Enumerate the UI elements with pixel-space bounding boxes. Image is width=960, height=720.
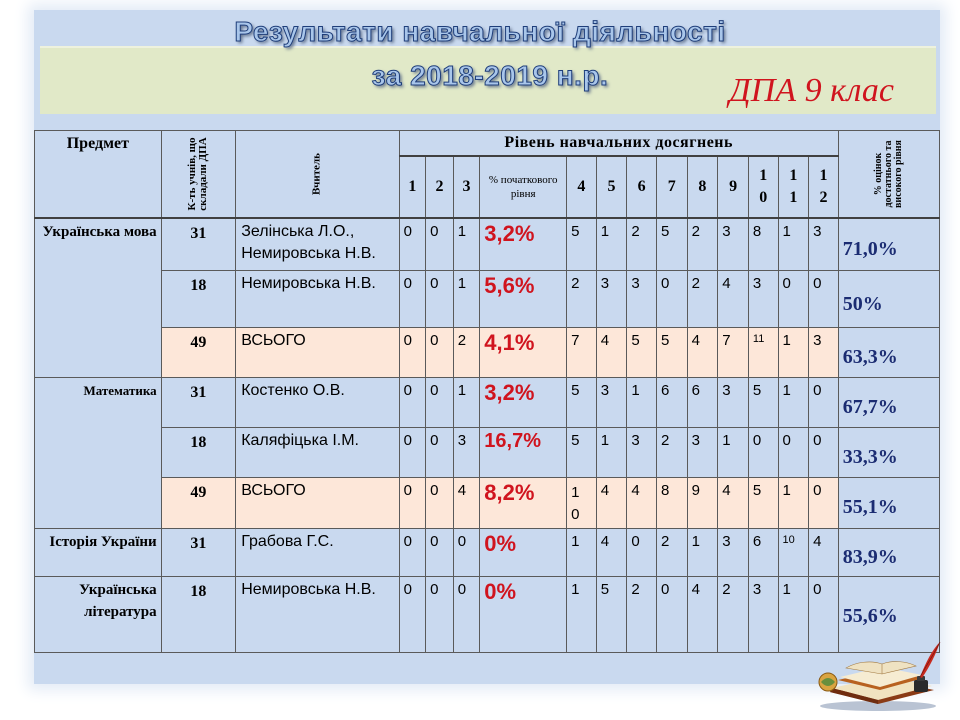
initial-level-pct: 3,2%: [480, 377, 567, 427]
page-subtitle: ДПА 9 клас: [729, 72, 894, 109]
sufficient-high-pct: 67,7%: [838, 377, 939, 427]
score-count: 1: [596, 428, 627, 477]
header-score: 11: [778, 156, 809, 218]
score-count: 0: [453, 528, 480, 576]
score-count: 0: [426, 428, 454, 477]
score-count: 3: [809, 328, 839, 377]
score-count: 0: [399, 577, 426, 653]
subject-cell: Історія України: [35, 528, 162, 576]
results-table: [34, 130, 940, 653]
score-count: 0: [809, 477, 839, 528]
score-count: 0: [453, 577, 480, 653]
score-count: 10: [778, 528, 809, 576]
header-levels: Рівень навчальних досягнень: [399, 131, 838, 157]
score-count: 5: [596, 577, 627, 653]
student-count: 31: [161, 218, 236, 270]
score-count: 1: [567, 577, 597, 653]
student-count: 49: [161, 477, 236, 528]
score-count: 5: [748, 377, 778, 427]
teacher-name: Грабова Г.С.: [236, 528, 399, 576]
score-count: 10: [567, 477, 597, 528]
header-score: 10: [748, 156, 778, 218]
score-count: 4: [809, 528, 839, 576]
score-count: 4: [596, 328, 627, 377]
score-count: 3: [596, 270, 627, 327]
score-count: 1: [778, 577, 809, 653]
student-count: 18: [161, 270, 236, 327]
header-score: 12: [809, 156, 839, 218]
initial-level-pct: 3,2%: [480, 218, 567, 270]
score-count: 3: [687, 428, 718, 477]
score-count: 1: [687, 528, 718, 576]
score-count: 6: [687, 377, 718, 427]
student-count: 49: [161, 328, 236, 377]
score-count: 1: [778, 328, 809, 377]
score-count: 1: [627, 377, 657, 427]
score-count: 4: [687, 328, 718, 377]
score-count: 0: [399, 477, 426, 528]
sufficient-high-pct: 33,3%: [838, 428, 939, 477]
score-count: 0: [399, 428, 426, 477]
score-count: 0: [809, 270, 839, 327]
score-count: 4: [596, 477, 627, 528]
teacher-name: ВСЬОГО: [236, 477, 399, 528]
header-score: 9: [718, 156, 749, 218]
score-count: 0: [426, 477, 454, 528]
header-teacher: Вчитель: [236, 131, 399, 219]
student-count: 18: [161, 577, 236, 653]
score-count: 2: [453, 328, 480, 377]
score-count: 0: [399, 328, 426, 377]
score-count: 5: [567, 218, 597, 270]
score-count: 5: [627, 328, 657, 377]
score-count: 5: [567, 428, 597, 477]
score-count: 3: [596, 377, 627, 427]
header-score: 6: [627, 156, 657, 218]
score-count: 0: [426, 528, 454, 576]
score-count: 3: [718, 377, 749, 427]
student-count: 31: [161, 377, 236, 427]
score-count: 1: [718, 428, 749, 477]
teacher-name: Немировська Н.В.: [236, 270, 399, 327]
sufficient-high-pct: 83,9%: [838, 528, 939, 576]
subject-cell: Математика: [35, 377, 162, 528]
teacher-name: Немировська Н.В.: [236, 577, 399, 653]
score-count: 1: [453, 270, 480, 327]
score-count: 0: [426, 377, 454, 427]
sufficient-high-pct: 50%: [838, 270, 939, 327]
score-count: 3: [453, 428, 480, 477]
sufficient-high-pct: 71,0%: [838, 218, 939, 270]
score-count: 0: [778, 270, 809, 327]
teacher-name: Каляфіцька І.М.: [236, 428, 399, 477]
score-count: 2: [627, 577, 657, 653]
subject-cell: Українська мова: [35, 218, 162, 377]
header-subject: Предмет: [35, 131, 162, 219]
header-initial-pct: % початкового рівня: [480, 156, 567, 218]
teacher-name: ВСЬОГО: [236, 328, 399, 377]
score-count: 4: [453, 477, 480, 528]
page-title-year: за 2018-2019 н.р.: [371, 60, 609, 91]
score-count: 2: [627, 218, 657, 270]
score-count: 8: [656, 477, 687, 528]
score-count: 3: [627, 270, 657, 327]
header-score: 4: [567, 156, 597, 218]
initial-level-pct: 0%: [480, 528, 567, 576]
score-count: 2: [718, 577, 749, 653]
score-count: 0: [426, 218, 454, 270]
score-count: 0: [399, 218, 426, 270]
score-count: 4: [687, 577, 718, 653]
teacher-name: Зелінська Л.О., Немировська Н.В.: [236, 218, 399, 270]
score-count: 11: [748, 328, 778, 377]
score-count: 1: [453, 218, 480, 270]
score-count: 1: [778, 218, 809, 270]
score-count: 1: [778, 477, 809, 528]
header-score: 3: [453, 156, 480, 218]
sufficient-high-pct: 55,1%: [838, 477, 939, 528]
score-count: 0: [656, 577, 687, 653]
score-count: 0: [399, 528, 426, 576]
score-count: 0: [627, 528, 657, 576]
score-count: 1: [567, 528, 597, 576]
score-count: 6: [748, 528, 778, 576]
initial-level-pct: 0%: [480, 577, 567, 653]
score-count: 0: [399, 270, 426, 327]
score-count: 0: [778, 428, 809, 477]
header-score: 7: [656, 156, 687, 218]
score-count: 0: [426, 270, 454, 327]
score-count: 0: [809, 428, 839, 477]
score-count: 2: [687, 270, 718, 327]
initial-level-pct: 4,1%: [480, 328, 567, 377]
header-score: 8: [687, 156, 718, 218]
score-count: 7: [718, 328, 749, 377]
score-count: 0: [809, 577, 839, 653]
score-count: 2: [567, 270, 597, 327]
initial-level-pct: 8,2%: [480, 477, 567, 528]
header-count: К-ть учнів, що складали ДПА: [161, 131, 236, 219]
initial-level-pct: 5,6%: [480, 270, 567, 327]
score-count: 4: [627, 477, 657, 528]
score-count: 5: [656, 328, 687, 377]
score-count: 8: [748, 218, 778, 270]
teacher-name: Костенко О.В.: [236, 377, 399, 427]
header-score: 2: [426, 156, 454, 218]
score-count: 0: [809, 377, 839, 427]
subject-cell: Українська література: [35, 577, 162, 653]
header-final-pct: % оцінок достатнього та високого рівня: [838, 131, 939, 219]
header-score: 5: [596, 156, 627, 218]
score-count: 2: [656, 528, 687, 576]
score-count: 5: [656, 218, 687, 270]
sufficient-high-pct: 63,3%: [838, 328, 939, 377]
score-count: 3: [748, 577, 778, 653]
score-count: 5: [567, 377, 597, 427]
score-count: 0: [748, 428, 778, 477]
score-count: 0: [426, 328, 454, 377]
score-count: 3: [748, 270, 778, 327]
score-count: 1: [596, 218, 627, 270]
score-count: 0: [656, 270, 687, 327]
score-count: 0: [426, 577, 454, 653]
score-count: 1: [453, 377, 480, 427]
score-count: 9: [687, 477, 718, 528]
score-count: 4: [718, 477, 749, 528]
score-count: 7: [567, 328, 597, 377]
score-count: 5: [748, 477, 778, 528]
initial-level-pct: 16,7%: [480, 428, 567, 477]
sufficient-high-pct: 55,6%: [838, 577, 939, 653]
score-count: 3: [718, 528, 749, 576]
score-count: 4: [718, 270, 749, 327]
score-count: 0: [399, 377, 426, 427]
score-count: 2: [656, 428, 687, 477]
score-count: 1: [778, 377, 809, 427]
page-title: Результати навчальної діяльності: [234, 16, 726, 47]
score-count: 4: [596, 528, 627, 576]
score-count: 2: [687, 218, 718, 270]
score-count: 3: [809, 218, 839, 270]
student-count: 31: [161, 528, 236, 576]
score-count: 3: [718, 218, 749, 270]
score-count: 6: [656, 377, 687, 427]
score-count: 3: [627, 428, 657, 477]
books-quill-illustration: [816, 640, 946, 712]
student-count: 18: [161, 428, 236, 477]
header-score: 1: [399, 156, 426, 218]
